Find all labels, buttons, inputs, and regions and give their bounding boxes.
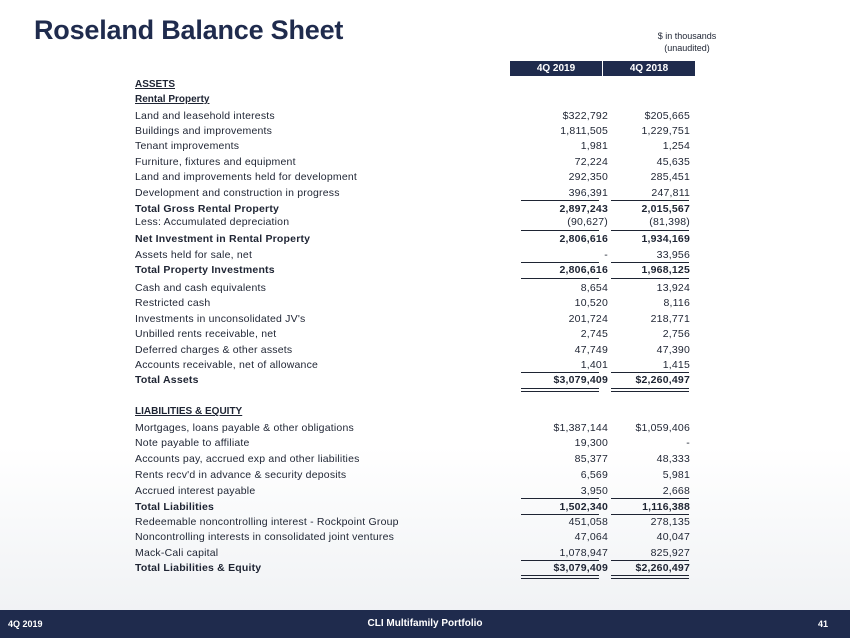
value-4q2018: 1,229,751: [641, 125, 690, 137]
value-4q2018: 825,927: [650, 547, 690, 559]
row-label: Buildings and improvements: [135, 125, 273, 137]
table-row: [135, 215, 695, 229]
row-label: Furniture, fixtures and equipment: [135, 156, 296, 168]
value-4q2019: 72,224: [574, 156, 608, 168]
subtotal-rule: [611, 200, 689, 201]
value-4q2018: 47,390: [656, 344, 690, 356]
value-4q2019: 1,502,340: [559, 501, 608, 513]
value-4q2018: 278,135: [650, 516, 690, 528]
row-label: Land and improvements held for development: [135, 171, 358, 183]
table-row: [135, 468, 695, 482]
value-4q2018: 5,981: [662, 469, 690, 481]
rental-property-heading: Rental Property: [135, 94, 210, 105]
assets-heading: ASSETS: [135, 79, 176, 90]
subtotal-rule: [521, 230, 599, 231]
value-4q2018: 1,934,169: [641, 233, 690, 245]
value-4q2018: (81,398): [649, 216, 690, 228]
subtotal-rule: [521, 278, 599, 279]
liabilities-heading: LIABILITIES & EQUITY: [135, 406, 243, 417]
value-4q2019: 1,981: [580, 140, 608, 152]
value-4q2019: $322,792: [562, 110, 608, 122]
subtotal-rule: [611, 498, 689, 499]
value-4q2019: 8,654: [580, 282, 608, 294]
row-label: Mack-Cali capital: [135, 547, 219, 559]
row-label: Land and leasehold interests: [135, 110, 275, 122]
table-row: [135, 296, 695, 310]
row-label: Accrued interest payable: [135, 485, 256, 497]
value-4q2018: $205,665: [644, 110, 690, 122]
total-double-rule: [611, 388, 689, 392]
page-title: Roseland Balance Sheet: [34, 15, 344, 45]
value-4q2019: 292,350: [568, 171, 608, 183]
value-4q2019: 451,058: [568, 516, 608, 528]
value-4q2018: 8,116: [663, 297, 690, 309]
table-row: [135, 139, 695, 153]
value-4q2018: $2,260,497: [635, 562, 690, 574]
value-4q2019: $1,387,144: [553, 422, 608, 434]
value-4q2018: $2,260,497: [635, 374, 690, 386]
table-row: [135, 263, 695, 277]
value-4q2018: -: [686, 437, 690, 449]
value-4q2019: 10,520: [574, 297, 608, 309]
value-4q2018: 33,956: [656, 249, 690, 261]
table-row: [135, 452, 695, 466]
page-number: 41: [817, 619, 828, 629]
total-double-rule: [521, 575, 599, 579]
table-row: [135, 232, 695, 246]
units-note: [622, 30, 752, 54]
value-4q2019: 1,401: [580, 359, 608, 371]
subtotal-rule: [521, 498, 599, 499]
subtotal-rule: [611, 230, 689, 231]
value-4q2018: $1,059,406: [635, 422, 690, 434]
table-row: [135, 327, 695, 341]
value-4q2019: 2,806,616: [559, 233, 608, 245]
table-row: [135, 561, 695, 575]
row-label: Unbilled rents receivable, net: [135, 328, 277, 340]
table-row: [135, 109, 695, 123]
column-header-4q2019: 4Q 2019: [510, 61, 602, 76]
value-4q2018: 13,924: [656, 282, 690, 294]
table-row: [135, 546, 695, 560]
value-4q2019: 47,749: [574, 344, 608, 356]
table-row: [135, 530, 695, 544]
value-4q2019: 201,724: [568, 313, 608, 325]
value-4q2019: 1,078,947: [559, 547, 608, 559]
row-label: Total Assets: [135, 374, 199, 386]
footer-title: CLI Multifamily Portfolio: [367, 618, 483, 629]
table-row: [135, 155, 695, 169]
row-label: Rents recv'd in advance & security deposits: [135, 469, 347, 481]
value-4q2019: 47,064: [574, 531, 608, 543]
value-4q2019: 6,569: [580, 469, 608, 481]
value-4q2019: 1,811,505: [560, 125, 608, 137]
value-4q2019: 396,391: [568, 187, 608, 199]
table-row: [135, 515, 695, 529]
row-label: Accounts pay, accrued exp and other liabilities: [135, 453, 360, 465]
row-label: Accounts receivable, net of allowance: [135, 359, 319, 371]
table-row: [135, 170, 695, 184]
value-4q2018: 1,254: [662, 140, 690, 152]
value-4q2018: 40,047: [656, 531, 690, 543]
subtotal-rule: [611, 278, 689, 279]
subtotal-rule: [521, 200, 599, 201]
value-4q2019: $3,079,409: [553, 374, 608, 386]
row-label: Development and construction in progress: [135, 187, 340, 199]
column-header-4q2018: 4Q 2018: [603, 61, 695, 76]
table-row: [135, 484, 695, 498]
value-4q2019: 3,950: [580, 485, 608, 497]
value-4q2019: 19,300: [574, 437, 608, 449]
row-label: Restricted cash: [135, 297, 211, 309]
footer-bar: [0, 610, 850, 638]
total-double-rule: [611, 575, 689, 579]
row-label: Total Gross Rental Property: [135, 203, 280, 215]
table-row: [135, 186, 695, 200]
value-4q2018: 2,668: [662, 485, 690, 497]
table-row: [135, 343, 695, 357]
value-4q2019: 2,897,243: [559, 203, 608, 215]
table-row: [135, 312, 695, 326]
table-row: [135, 358, 695, 372]
row-label: Noncontrolling interests in consolidated joint ventures: [135, 531, 395, 543]
value-4q2018: 1,415: [662, 359, 690, 371]
table-row: [135, 421, 695, 435]
value-4q2019: (90,627): [567, 216, 608, 228]
row-label: Cash and cash equivalents: [135, 282, 267, 294]
units-line-2: (unaudited): [664, 43, 710, 53]
table-row: [135, 202, 695, 216]
value-4q2018: 247,811: [651, 187, 690, 199]
footer-period: 4Q 2019: [8, 619, 43, 629]
row-label: Note payable to affiliate: [135, 437, 250, 449]
value-4q2019: 2,806,616: [559, 264, 608, 276]
row-label: Total Liabilities: [135, 501, 215, 513]
value-4q2018: 48,333: [656, 453, 690, 465]
row-label: Assets held for sale, net: [135, 249, 253, 261]
value-4q2018: 1,968,125: [641, 264, 690, 276]
table-row: [135, 500, 695, 514]
table-row: [135, 373, 695, 387]
value-4q2019: 85,377: [574, 453, 608, 465]
row-label: Net Investment in Rental Property: [135, 233, 311, 245]
table-row: [135, 248, 695, 262]
units-line-1: $ in thousands: [657, 31, 717, 41]
table-row: [135, 436, 695, 450]
row-label: Tenant improvements: [135, 140, 240, 152]
value-4q2018: 285,451: [650, 171, 690, 183]
value-4q2018: 1,116,388: [642, 501, 690, 513]
table-row: [135, 281, 695, 295]
table-row: [135, 124, 695, 138]
value-4q2019: 2,745: [580, 328, 608, 340]
value-4q2019: $3,079,409: [553, 562, 608, 574]
row-label: Investments in unconsolidated JV's: [135, 313, 306, 325]
value-4q2018: 45,635: [656, 156, 690, 168]
row-label: Less: Accumulated depreciation: [135, 216, 290, 228]
row-label: Deferred charges & other assets: [135, 344, 293, 356]
value-4q2018: 2,015,567: [641, 203, 690, 215]
row-label: Total Property Investments: [135, 264, 275, 276]
total-double-rule: [521, 388, 599, 392]
row-label: Mortgages, loans payable & other obligations: [135, 422, 354, 434]
row-label: Total Liabilities & Equity: [135, 562, 262, 574]
value-4q2018: 218,771: [650, 313, 690, 325]
value-4q2018: 2,756: [662, 328, 690, 340]
value-4q2019: -: [604, 249, 608, 261]
row-label: Redeemable noncontrolling interest - Rockpoint Group: [135, 516, 399, 528]
